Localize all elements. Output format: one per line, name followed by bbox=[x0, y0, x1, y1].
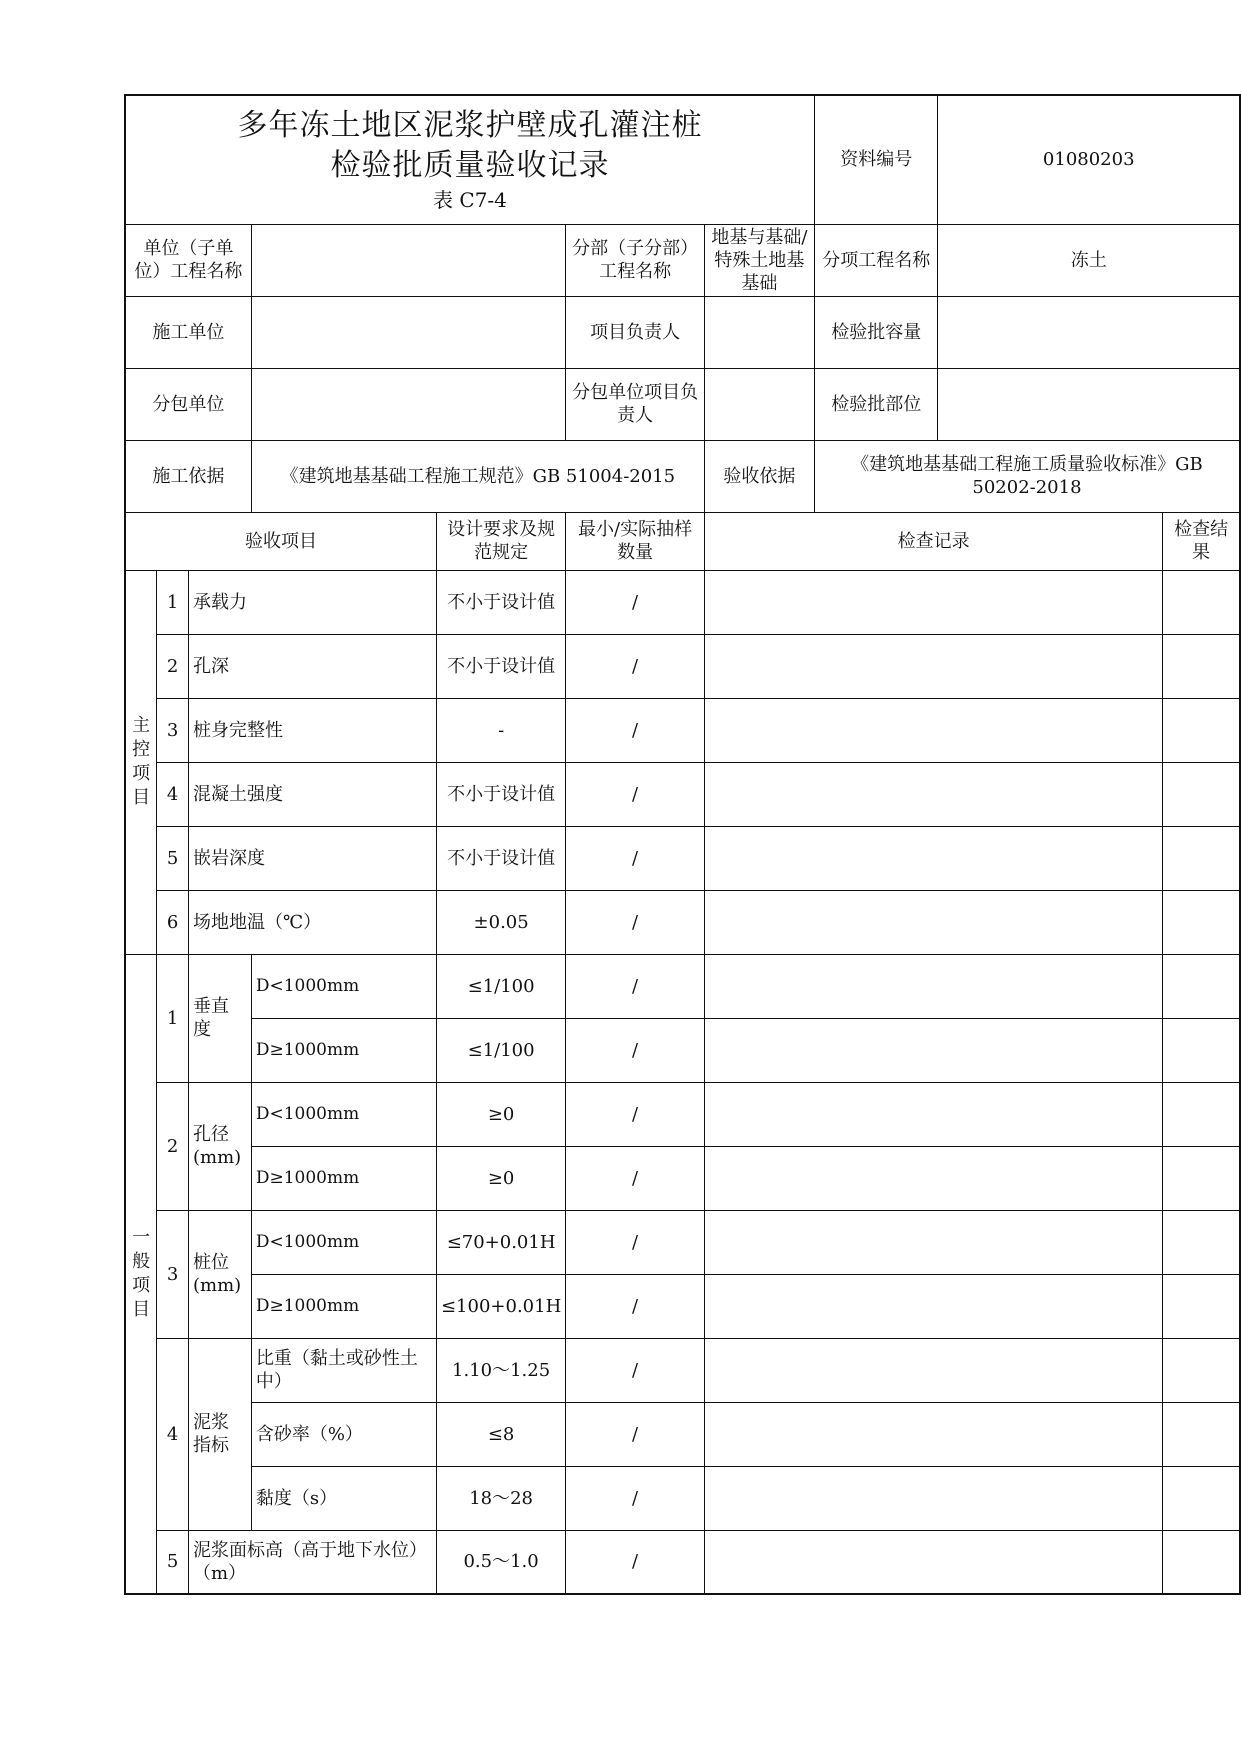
main-row-name: 场地地温（℃） bbox=[188, 890, 436, 954]
general-row-requirement: ≤8 bbox=[436, 1402, 565, 1466]
general-row-sample[interactable]: / bbox=[566, 1210, 705, 1274]
main-row-number: 2 bbox=[157, 634, 189, 698]
main-row-sample[interactable]: / bbox=[566, 826, 705, 890]
general-row-sample[interactable]: / bbox=[566, 1530, 705, 1594]
main-row-result[interactable] bbox=[1163, 826, 1240, 890]
general-row-record[interactable] bbox=[704, 1466, 1162, 1530]
general-group-label: 一 般 项 目 bbox=[125, 954, 157, 1594]
general-row-number: 4 bbox=[157, 1338, 189, 1530]
batch-part-value[interactable] bbox=[938, 368, 1240, 440]
doc-no-label: 资料编号 bbox=[814, 95, 938, 224]
general-row-result[interactable] bbox=[1163, 1402, 1240, 1466]
item-name-label: 分项工程名称 bbox=[814, 224, 938, 296]
main-row-record[interactable] bbox=[704, 570, 1162, 634]
main-row-requirement: 不小于设计值 bbox=[436, 634, 565, 698]
general-row-condition: D<1000mm bbox=[251, 1082, 436, 1146]
general-row-result[interactable] bbox=[1163, 954, 1240, 1018]
general-row-name: 垂直度 bbox=[188, 954, 251, 1082]
main-row-sample[interactable]: / bbox=[566, 570, 705, 634]
general-row-result[interactable] bbox=[1163, 1018, 1240, 1082]
col-header-item: 验收项目 bbox=[125, 512, 436, 570]
subdivision-value[interactable]: 地基与基础/特殊土地基基础 bbox=[704, 224, 814, 296]
inspection-record-sheet bbox=[124, 94, 1241, 1595]
col-header-record: 检查记录 bbox=[704, 512, 1162, 570]
general-row-record[interactable] bbox=[704, 954, 1162, 1018]
subcontractor-value[interactable] bbox=[251, 368, 565, 440]
main-row-record[interactable] bbox=[704, 634, 1162, 698]
general-row-result[interactable] bbox=[1163, 1146, 1240, 1210]
main-row-name: 嵌岩深度 bbox=[188, 826, 436, 890]
main-row-number: 3 bbox=[157, 698, 189, 762]
main-row-result[interactable] bbox=[1163, 698, 1240, 762]
general-row-requirement: ≥0 bbox=[436, 1146, 565, 1210]
main-row-record[interactable] bbox=[704, 698, 1162, 762]
main-row-number: 4 bbox=[157, 762, 189, 826]
acceptance-basis-label: 验收依据 bbox=[704, 440, 814, 512]
general-row-requirement: ≥0 bbox=[436, 1082, 565, 1146]
general-row-sample[interactable]: / bbox=[566, 1274, 705, 1338]
general-row-sample[interactable]: / bbox=[566, 954, 705, 1018]
general-row-number: 2 bbox=[157, 1082, 189, 1210]
general-row-condition: D<1000mm bbox=[251, 1210, 436, 1274]
general-row-record[interactable] bbox=[704, 1402, 1162, 1466]
general-row-result[interactable] bbox=[1163, 1338, 1240, 1402]
unit-label: 单位（子单位）工程名称 bbox=[125, 224, 251, 296]
main-row-sample[interactable]: / bbox=[566, 890, 705, 954]
general-row-requirement: ≤1/100 bbox=[436, 954, 565, 1018]
col-header-result: 检查结果 bbox=[1163, 512, 1240, 570]
general-row-result[interactable] bbox=[1163, 1274, 1240, 1338]
main-row-number: 5 bbox=[157, 826, 189, 890]
main-row-requirement: 不小于设计值 bbox=[436, 570, 565, 634]
main-row-result[interactable] bbox=[1163, 762, 1240, 826]
main-row-name: 混凝土强度 bbox=[188, 762, 436, 826]
general-row-sample[interactable]: / bbox=[566, 1466, 705, 1530]
col-header-requirement: 设计要求及规范规定 bbox=[436, 512, 565, 570]
general-row-condition: D≥1000mm bbox=[251, 1018, 436, 1082]
general-row-result[interactable] bbox=[1163, 1466, 1240, 1530]
general-row-requirement: ≤70+0.01H bbox=[436, 1210, 565, 1274]
batch-part-label: 检验批部位 bbox=[814, 368, 938, 440]
main-row-result[interactable] bbox=[1163, 890, 1240, 954]
main-row-number: 6 bbox=[157, 890, 189, 954]
general-row-requirement: 1.10～1.25 bbox=[436, 1338, 565, 1402]
general-row-requirement: 0.5～1.0 bbox=[436, 1530, 565, 1594]
main-row-requirement: - bbox=[436, 698, 565, 762]
doc-no-value[interactable]: 01080203 bbox=[938, 95, 1240, 224]
general-row-result[interactable] bbox=[1163, 1210, 1240, 1274]
batch-capacity-value[interactable] bbox=[938, 296, 1240, 368]
main-control-group-label: 主 控 项 目 bbox=[125, 570, 157, 954]
general-row-number: 5 bbox=[157, 1530, 189, 1594]
batch-capacity-label: 检验批容量 bbox=[814, 296, 938, 368]
general-row-record[interactable] bbox=[704, 1082, 1162, 1146]
general-row-sample[interactable]: / bbox=[566, 1082, 705, 1146]
general-row-result[interactable] bbox=[1163, 1082, 1240, 1146]
sub-manager-value[interactable] bbox=[704, 368, 814, 440]
main-row-name: 桩身完整性 bbox=[188, 698, 436, 762]
main-row-name: 孔深 bbox=[188, 634, 436, 698]
general-row-sample[interactable]: / bbox=[566, 1146, 705, 1210]
general-row-condition: 比重（黏土或砂性土中） bbox=[251, 1338, 436, 1402]
general-row-number: 1 bbox=[157, 954, 189, 1082]
title-line-2: 检验批质量验收记录 bbox=[330, 147, 610, 183]
main-row-name: 承载力 bbox=[188, 570, 436, 634]
main-row-record[interactable] bbox=[704, 890, 1162, 954]
general-row-sample[interactable]: / bbox=[566, 1018, 705, 1082]
general-row-record[interactable] bbox=[704, 1530, 1162, 1594]
main-row-record[interactable] bbox=[704, 826, 1162, 890]
general-row-name: 孔径(mm) bbox=[188, 1082, 251, 1210]
general-row-sample[interactable]: / bbox=[566, 1402, 705, 1466]
construction-basis-label: 施工依据 bbox=[125, 440, 251, 512]
general-row-name: 泥浆指标 bbox=[188, 1338, 251, 1530]
unit-value[interactable] bbox=[251, 224, 565, 296]
acceptance-basis-value: 《建筑地基基础工程施工质量验收标准》GB 50202-2018 bbox=[814, 440, 1240, 512]
main-row-requirement: ±0.05 bbox=[436, 890, 565, 954]
general-row-condition: D<1000mm bbox=[251, 954, 436, 1018]
general-row-number: 3 bbox=[157, 1210, 189, 1338]
general-row-record[interactable] bbox=[704, 1274, 1162, 1338]
general-row-condition: 黏度（s） bbox=[251, 1466, 436, 1530]
contractor-value[interactable] bbox=[251, 296, 565, 368]
table-number: 表 C7-4 bbox=[433, 187, 507, 212]
subdivision-label: 分部（子分部）工程名称 bbox=[566, 224, 705, 296]
construction-basis-value: 《建筑地基基础工程施工规范》GB 51004-2015 bbox=[251, 440, 704, 512]
main-row-sample[interactable]: / bbox=[566, 762, 705, 826]
inspection-record-table bbox=[124, 94, 1241, 1595]
general-row-sample[interactable]: / bbox=[566, 1338, 705, 1402]
general-row-name: 泥浆面标高（高于地下水位）（m） bbox=[188, 1530, 436, 1594]
subcontractor-label: 分包单位 bbox=[125, 368, 251, 440]
general-row-record[interactable] bbox=[704, 1018, 1162, 1082]
general-row-name: 桩位(mm) bbox=[188, 1210, 251, 1338]
sub-manager-label: 分包单位项目负责人 bbox=[566, 368, 705, 440]
main-row-sample[interactable]: / bbox=[566, 698, 705, 762]
main-row-requirement: 不小于设计值 bbox=[436, 826, 565, 890]
general-row-condition: 含砂率（%） bbox=[251, 1402, 436, 1466]
general-row-requirement: ≤1/100 bbox=[436, 1018, 565, 1082]
contractor-label: 施工单位 bbox=[125, 296, 251, 368]
general-row-requirement: 18～28 bbox=[436, 1466, 565, 1530]
item-name-value[interactable]: 冻土 bbox=[938, 224, 1240, 296]
main-row-result[interactable] bbox=[1163, 570, 1240, 634]
general-row-result[interactable] bbox=[1163, 1530, 1240, 1594]
col-header-sample: 最小/实际抽样数量 bbox=[566, 512, 705, 570]
main-row-number: 1 bbox=[157, 570, 189, 634]
title-cell bbox=[125, 95, 814, 224]
project-manager-label: 项目负责人 bbox=[566, 296, 705, 368]
main-row-result[interactable] bbox=[1163, 634, 1240, 698]
main-row-record[interactable] bbox=[704, 762, 1162, 826]
general-row-record[interactable] bbox=[704, 1338, 1162, 1402]
general-row-record[interactable] bbox=[704, 1146, 1162, 1210]
general-row-condition: D≥1000mm bbox=[251, 1146, 436, 1210]
project-manager-value[interactable] bbox=[704, 296, 814, 368]
general-row-condition: D≥1000mm bbox=[251, 1274, 436, 1338]
title-line-1: 多年冻土地区泥浆护壁成孔灌注桩 bbox=[237, 107, 703, 143]
general-row-record[interactable] bbox=[704, 1210, 1162, 1274]
main-row-sample[interactable]: / bbox=[566, 634, 705, 698]
main-row-requirement: 不小于设计值 bbox=[436, 762, 565, 826]
general-row-requirement: ≤100+0.01H bbox=[436, 1274, 565, 1338]
